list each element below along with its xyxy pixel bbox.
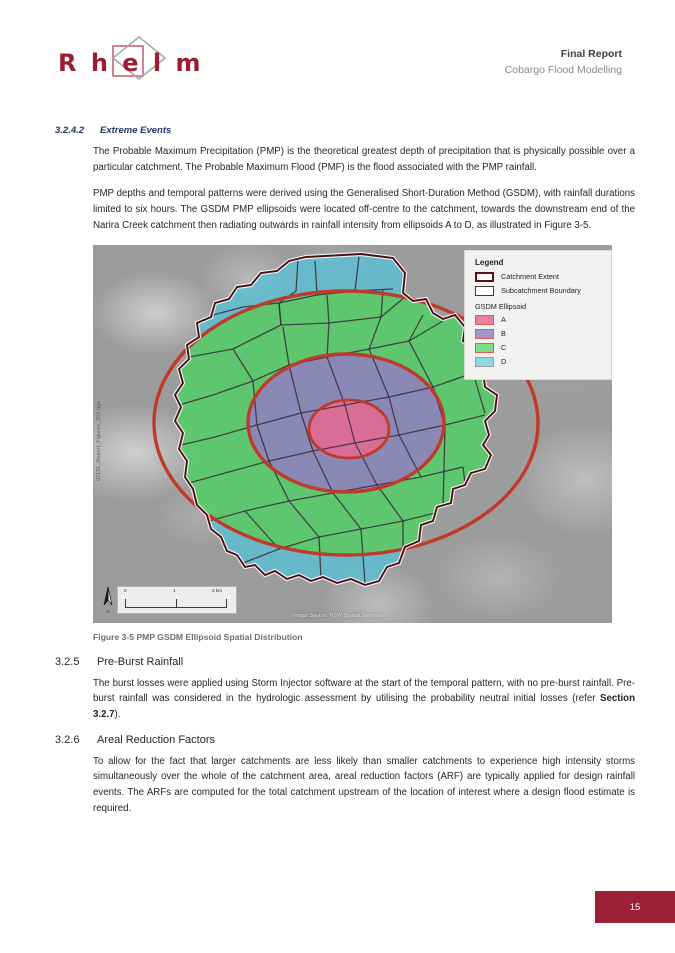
- legend-label-subcatchment-boundary: Subcatchment Boundary: [501, 286, 581, 296]
- figure-3-5: [0, 245, 675, 623]
- legend-label-ellipsoid-b: B: [501, 329, 506, 339]
- section-heading-3-2-4-2: [0, 125, 675, 136]
- company-logo: [58, 36, 208, 86]
- scalebar-label-1: 1: [173, 587, 176, 593]
- section-number: 3.2.6: [55, 733, 80, 746]
- scalebar-ticks: [125, 599, 227, 608]
- legend-item-ellipsoid-c: [475, 343, 605, 353]
- header-title-block: [505, 47, 622, 79]
- legend-swatch-ellipsoid-a: [475, 315, 494, 325]
- paragraph-pmp-definition: The Probable Maximum Precipitation (PMP) is the theoretical greatest depth of precipitation that is physically possible over a particular catchment. The Probable Maximum Flood (PMF) is the flood associated with the PMP rainfall.: [93, 146, 635, 173]
- section-title: Pre-Burst Rainfall: [97, 655, 184, 668]
- report-subtitle: Cobargo Flood Modelling: [504, 63, 622, 76]
- paragraph-gsdm-method: PMP depths and temporal patterns were derived using the Generalised Short-Duration Method (GSDM), with rainfall durations limited to six hours. The GSDM PMP ellipsoids were located off-centre to the catchment, towards the downstream end of the Narira Creek catchment then radiating outwards in rainfall intensity from ellipsoids A to D, as illustrated in Figure 3-5.: [93, 188, 635, 231]
- legend-swatch-ellipsoid-d: [475, 357, 494, 367]
- legend-swatch-ellipsoid-b: [475, 329, 494, 339]
- legend-item-subcatchment-boundary: [475, 286, 605, 296]
- legend-swatch-subcatchment-boundary: [475, 286, 494, 296]
- report-type: Final Report: [560, 48, 622, 60]
- north-arrow-label: N: [106, 608, 110, 614]
- map-project-filename: d2131_Report_Figures_002.qgz: [96, 400, 102, 481]
- legend-group-gsdm-ellipsoid: GSDM Ellipsoid: [475, 301, 527, 311]
- section-number: 3.2.4.2: [55, 125, 85, 136]
- legend-swatch-catchment-extent: [475, 272, 494, 282]
- legend-label-ellipsoid-c: C: [501, 343, 507, 353]
- map-figure: [93, 245, 612, 623]
- north-arrow-icon: [100, 586, 116, 608]
- cross-reference-section-3-2-7: Section 3.2.7: [93, 693, 635, 721]
- paragraph-areal-reduction-factors: To allow for the fact that larger catchments are less likely than smaller catchments to experience high intensity storms simultaneously over the whole of the catchment area, areal reduction factors (ARF) are typically applied for design rainfall events. The ARFs are computed for the total catchment upstream of the location of interest where a design flood estimate is required.: [93, 755, 635, 814]
- legend-item-catchment-extent: [475, 272, 605, 282]
- section-title: Extreme Events: [100, 125, 172, 136]
- scalebar-label-2: 2 km: [212, 587, 222, 593]
- legend-label-catchment-extent: Catchment Extent: [501, 272, 559, 282]
- legend-item-ellipsoid-b: [475, 329, 605, 339]
- legend-item-ellipsoid-d: [475, 357, 605, 367]
- document-content: [0, 125, 675, 828]
- legend-swatch-ellipsoid-c: [475, 343, 494, 353]
- page-header: [0, 0, 675, 100]
- figure-caption: Figure 3-5 PMP GSDM Ellipsoid Spatial Distribution: [93, 631, 303, 642]
- legend-label-ellipsoid-a: A: [501, 315, 506, 325]
- legend-item-ellipsoid-a: [475, 315, 605, 325]
- map-scale-bar: [117, 586, 237, 614]
- paragraph-pre-burst-rainfall: [0, 676, 675, 723]
- legend-label-ellipsoid-d: D: [501, 357, 507, 367]
- map-legend: [464, 250, 612, 380]
- page-number-badge: [595, 891, 675, 923]
- paragraph-text-part-2: ).: [114, 709, 121, 721]
- logo-wordmark: R h e l m: [58, 49, 204, 77]
- section-heading-3-2-5: [0, 656, 675, 668]
- section-title: Areal Reduction Factors: [97, 733, 215, 746]
- north-arrow: [100, 586, 116, 614]
- map-image-credit: Image Source: NSW Spatial Services: [293, 612, 383, 619]
- section-number: 3.2.5: [55, 655, 80, 668]
- scalebar-label-0: 0: [124, 587, 127, 593]
- page-number: 15: [629, 901, 641, 913]
- paragraph-text-part-1: The burst losses were applied using Storm Injector software at the start of the temporal pattern, with no pre-burst rainfall. Pre-burst rainfall was considered in the hydrologic assessment by utilising the probability neutral initial losses (refer: [93, 677, 635, 705]
- legend-title: Legend: [475, 257, 504, 267]
- section-heading-3-2-6: [0, 734, 675, 746]
